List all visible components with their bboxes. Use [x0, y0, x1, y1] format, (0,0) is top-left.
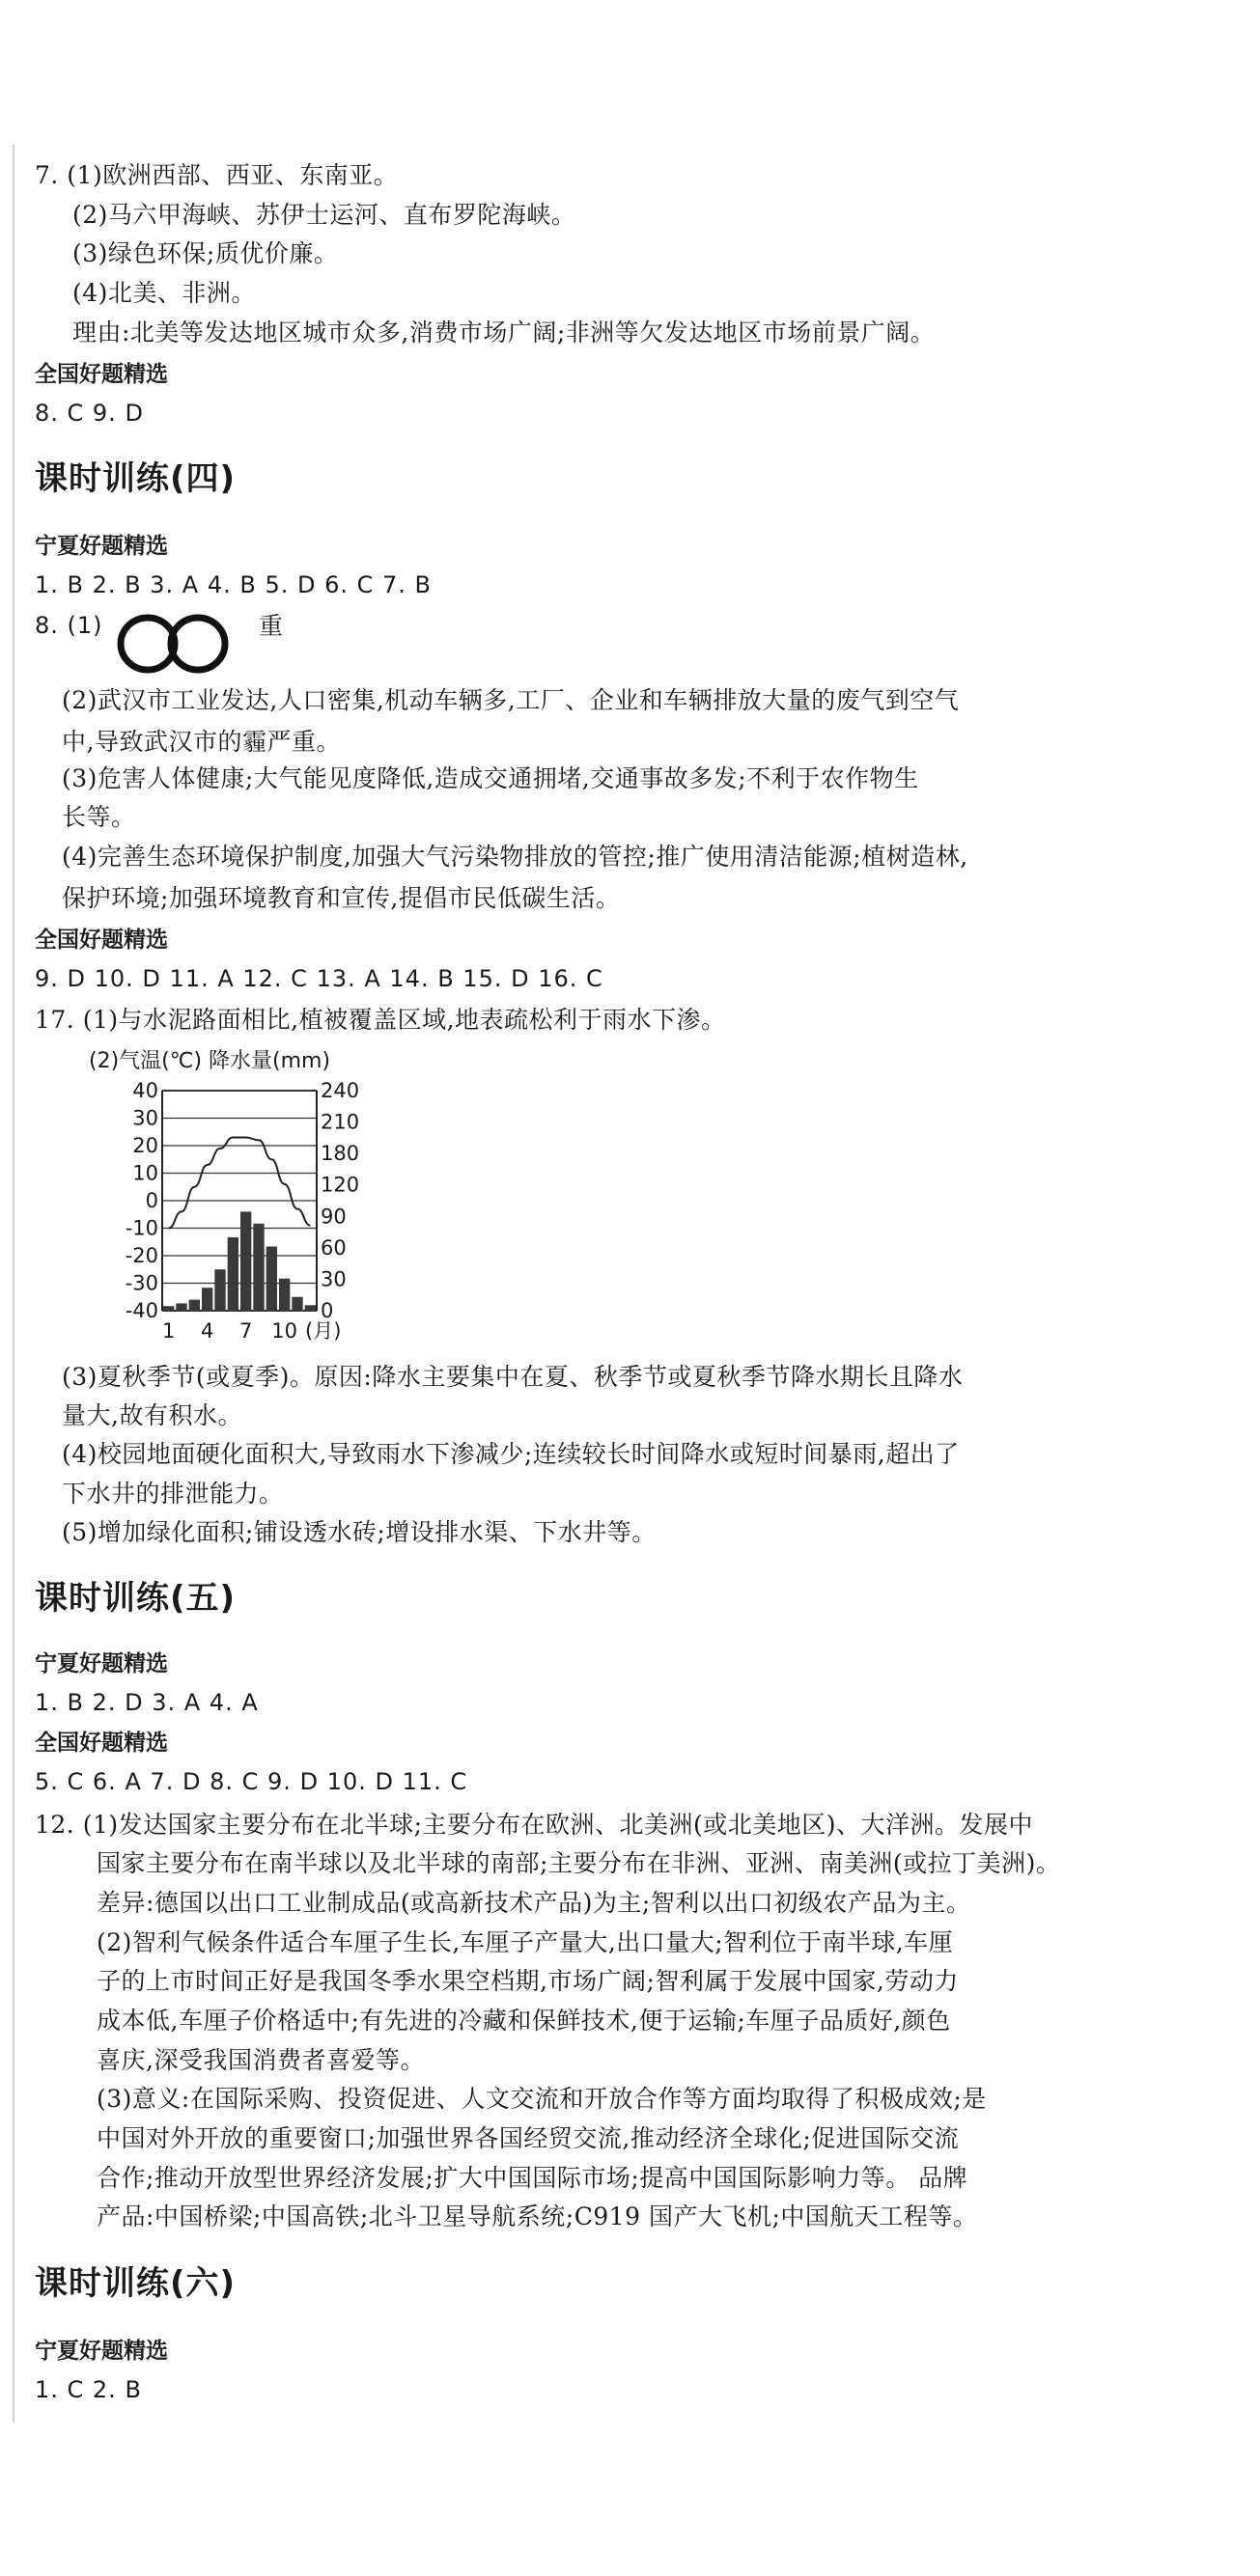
left-tick-label: 10 — [132, 1161, 158, 1185]
right-axis-ticks — [321, 1079, 359, 1322]
q8-line-2a: (2)武汉市工业发达,人口密集,机动车辆多,工厂、企业和车辆排放大量的废气到空气 — [62, 686, 960, 714]
lesson-5-ningxia-heading: 宁夏好题精选 — [35, 1651, 168, 1676]
temperature-curve — [169, 1137, 311, 1228]
lesson-6-ningxia-heading: 宁夏好题精选 — [35, 2339, 168, 2364]
precipitation-bar — [176, 1303, 186, 1311]
lesson-4-national-heading: 全国好题精选 — [35, 928, 168, 953]
lesson-6-answers-1-2: 1. C 2. B — [35, 2376, 142, 2403]
q12-line-10: 合作;推动开放型世界经济发展;扩大中国国际市场;提高中国国际影响力等。 品牌 — [97, 2164, 968, 2192]
right-tick-label: 0 — [321, 1299, 334, 1322]
q7-line-1: 7. (1)欧洲西部、西亚、东南亚。 — [35, 161, 399, 189]
q12-line-9: 中国对外开放的重要窗口;加强世界各国经贸交流,推动经济全球化;促进国际交流 — [97, 2124, 960, 2152]
q17-line-4b: 下水井的排泄能力。 — [62, 1480, 284, 1508]
q8-weight-word: 重 — [259, 612, 284, 640]
double-ring-figure — [114, 612, 232, 676]
precipitation-bar — [214, 1269, 225, 1311]
q8-line-3b: 长等。 — [62, 803, 136, 831]
q12-line-5: 子的上市时间正好是我国冬季水果空档期,市场广阔;智利属于发展中国家,劳动力 — [97, 1967, 959, 1995]
q12-line-1: 12. (1)发达国家主要分布在北半球;主要分布在欧洲、北美洲(或北美地区)、大洋洲。发展中 — [35, 1811, 1034, 1839]
q17-line-1: 17. (1)与水泥路面相比,植被覆盖区域,地表疏松利于雨水下渗。 — [35, 1006, 726, 1034]
q8-line-2b: 中,导致武汉市的霾严重。 — [62, 728, 341, 756]
x-tick-label: 1 — [161, 1319, 176, 1343]
left-tick-label: 30 — [132, 1106, 158, 1130]
right-tick-label: 60 — [321, 1235, 347, 1260]
lesson-6-title: 课时训练(六) — [35, 2264, 237, 2303]
q7-line-4: (4)北美、非洲。 — [72, 279, 256, 307]
chart-title: (2)气温(℃) 降水量(mm) — [89, 1049, 331, 1073]
q12-line-4: (2)智利气候条件适合车厘子生长,车厘子产量大,出口量大;智利位于南半球,车厘 — [97, 1928, 954, 1956]
precipitation-bar — [240, 1211, 251, 1311]
left-tick-label: -10 — [125, 1216, 158, 1240]
q8-line-4b: 保护环境;加强环境教育和宣传,提倡市民低碳生活。 — [62, 884, 621, 912]
precipitation-bar — [292, 1297, 302, 1311]
q12-line-6: 成本低,车厘子价格适中;有先进的冷藏和保鲜技术,便于运输;车厘子品质好,颜色 — [97, 2007, 951, 2035]
q12-line-8: (3)意义:在国际采购、投资促进、人文交流和开放合作等方面均取得了积极成效;是 — [97, 2085, 987, 2113]
right-tick-label: 120 — [321, 1173, 360, 1197]
left-tick-label: 20 — [132, 1134, 158, 1157]
q12-line-2: 国家主要分布在南半球以及北半球的南部;主要分布在非洲、亚洲、南美洲(或拉丁美洲)。 — [97, 1849, 1061, 1877]
left-tick-label: -20 — [125, 1244, 158, 1267]
q17-line-4a: (4)校园地面硬化面积大,导致雨水下渗减少;连续较长时间降水或短时间暴雨,超出了 — [62, 1440, 960, 1468]
climate-chart — [85, 1042, 413, 1361]
q8-line-3a: (3)危害人体健康;大气能见度降低,造成交通拥堵,交通事故多发;不利于农作物生 — [62, 764, 919, 792]
precipitation-bar — [305, 1305, 316, 1311]
national-heading-top: 全国好题精选 — [35, 362, 168, 387]
x-tick-label: 10 — [271, 1319, 298, 1343]
precipitation-bars — [163, 1211, 316, 1311]
q7-line-5: 理由:北美等发达地区城市众多,消费市场广阔;非洲等欠发达地区市场前景广阔。 — [72, 319, 936, 346]
q7-line-3: (3)绿色环保;质优价廉。 — [72, 239, 339, 267]
x-tick-label: 4 — [200, 1319, 214, 1343]
x-tick-label: 7 — [238, 1319, 253, 1343]
q7-line-2: (2)马六甲海峡、苏伊士运河、直布罗陀海峡。 — [72, 201, 576, 229]
q12-line-3: 差异:德国以出口工业制成品(或高新技术产品)为主;智利以出口初级农产品为主。 — [97, 1889, 971, 1917]
precipitation-bar — [189, 1300, 200, 1311]
x-axis-ticks — [162, 1319, 297, 1343]
q17-line-3a: (3)夏秋季节(或夏季)。原因:降水主要集中在夏、秋季节或夏秋季节降水期长且降水 — [62, 1363, 964, 1391]
q12-line-11: 产品:中国桥梁;中国高铁;北斗卫星导航系统;C919 国产大飞机;中国航天工程等。 — [97, 2202, 978, 2230]
q17-line-5: (5)增加绿化面积;铺设透水砖;增设排水渠、下水井等。 — [62, 1518, 657, 1546]
right-tick-label: 210 — [321, 1110, 360, 1134]
q8-prefix: 8. (1) — [35, 612, 103, 639]
precipitation-bar — [253, 1224, 264, 1311]
left-margin-rule — [13, 145, 14, 2423]
lesson-4-answers-9-16: 9. D 10. D 11. A 12. C 13. A 14. B 15. D 16. C — [35, 965, 603, 992]
precipitation-bar — [202, 1288, 212, 1311]
lesson-5-answers-5-11: 5. C 6. A 7. D 8. C 9. D 10. D 11. C — [35, 1768, 468, 1795]
precipitation-bar — [228, 1237, 238, 1311]
lesson-4-title: 课时训练(四) — [35, 459, 237, 498]
q8-line-4a: (4)完善生态环境保护制度,加强大气污染物排放的管控;推广使用清洁能源;植树造林, — [62, 843, 968, 871]
precipitation-bar — [279, 1279, 290, 1311]
left-tick-label: 40 — [132, 1079, 158, 1102]
lesson-4-ningxia-heading: 宁夏好题精选 — [35, 534, 168, 559]
q17-line-3b: 量大,故有积水。 — [62, 1401, 242, 1429]
left-tick-label: -40 — [125, 1299, 158, 1322]
right-tick-label: 240 — [321, 1079, 360, 1102]
lesson-5-answers-1-4: 1. B 2. D 3. A 4. A — [35, 1689, 259, 1716]
answers-8-9: 8. C 9. D — [35, 400, 144, 427]
left-tick-label: -30 — [125, 1271, 158, 1295]
right-tick-label: 30 — [321, 1267, 347, 1291]
right-tick-label: 180 — [321, 1142, 360, 1166]
x-axis-unit: (月) — [305, 1319, 342, 1343]
q12-line-7: 喜庆,深受我国消费者喜爱等。 — [97, 2046, 425, 2074]
lesson-4-answers-1-7: 1. B 2. B 3. A 4. B 5. D 6. C 7. B — [35, 571, 432, 598]
right-tick-label: 90 — [321, 1205, 347, 1229]
precipitation-bar — [266, 1247, 277, 1312]
left-axis-ticks — [126, 1079, 158, 1322]
chart-grid — [162, 1091, 317, 1311]
precipitation-bar — [163, 1306, 174, 1311]
temperature-line — [169, 1137, 311, 1228]
lesson-5-title: 课时训练(五) — [35, 1579, 237, 1618]
left-tick-label: 0 — [145, 1189, 158, 1212]
lesson-5-national-heading: 全国好题精选 — [35, 1731, 168, 1756]
